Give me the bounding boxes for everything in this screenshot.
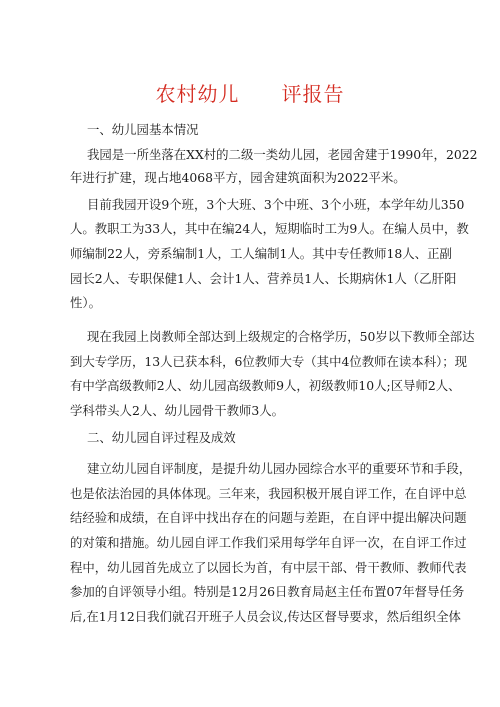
paragraph-line: 园长2人、专职保健1人、会计1人、营养员1人、长期病休1人（乙肝阳 (70, 271, 457, 286)
paragraph-line: 我园是一所坐落在XX村的二级一类幼儿园，老园舍建于1990年，2022 (87, 147, 478, 162)
paragraph-line: 到大专学历，13人已获本科，6位教师大专（其中4位教师在读本科）；现 (70, 354, 468, 369)
section-heading-1: 一、幼儿园基本情况 (87, 122, 199, 137)
paragraph-line: 参加的自评领导小组。特别是12月26日教育局赵主任布置07年督导任务 (70, 584, 465, 599)
paragraph-line: 建立幼儿园自评制度，是提升幼儿园办园综合水平的重要环节和手段， (87, 461, 472, 476)
paragraph-line: 人。教职工为33人，其中在编24人，短期临时工为9人。在编人员中，教 (70, 221, 469, 236)
section-heading-2: 二、幼儿园自评过程及成效 (87, 430, 236, 445)
paragraph-line: 程中，幼儿园首先成立了以园长为首，有中层干部、骨干教师、教师代表 (70, 560, 467, 575)
paragraph-line: 结经验和成绩，在自评中找出存在的问题与差距，在自评中提出解决问题 (70, 510, 467, 525)
paragraph-line: 现在我园上岗教师全部达到上级规定的合格学历，50岁以下教师全部达 (87, 329, 475, 344)
paragraph-line: 也是依法治园的具体体现。三年来，我园积极开展自评工作，在自评中总 (70, 486, 467, 501)
document-title: 农村幼儿 评报告 (155, 82, 345, 106)
paragraph-line: 的对策和措施。幼儿园自评工作我们采用每学年自评一次，在自评工作过 (70, 535, 467, 550)
paragraph-line: 后,在1月12日我们就召开班子人员会议,传达区督导要求，然后组织全体 (70, 609, 461, 624)
paragraph-line: 目前我园开设9个班，3个大班、3个中班、3个小班，本学年幼儿350 (87, 197, 465, 212)
paragraph-line: 师编制22人，旁系编制1人，工人编制1人。其中专任教师18人、正副 (70, 246, 452, 261)
paragraph-line: 年进行扩建，现占地4068平方，园舍建筑面积为2022平米。 (70, 170, 406, 185)
paragraph-line: 学科带头人2人、幼儿园骨干教师3人。 (70, 403, 285, 418)
paragraph-line: 性）。 (70, 295, 101, 310)
paragraph-line: 有中学高级教师2人、幼儿园高级教师9人，初级教师10人;区导师2人、 (70, 378, 461, 393)
